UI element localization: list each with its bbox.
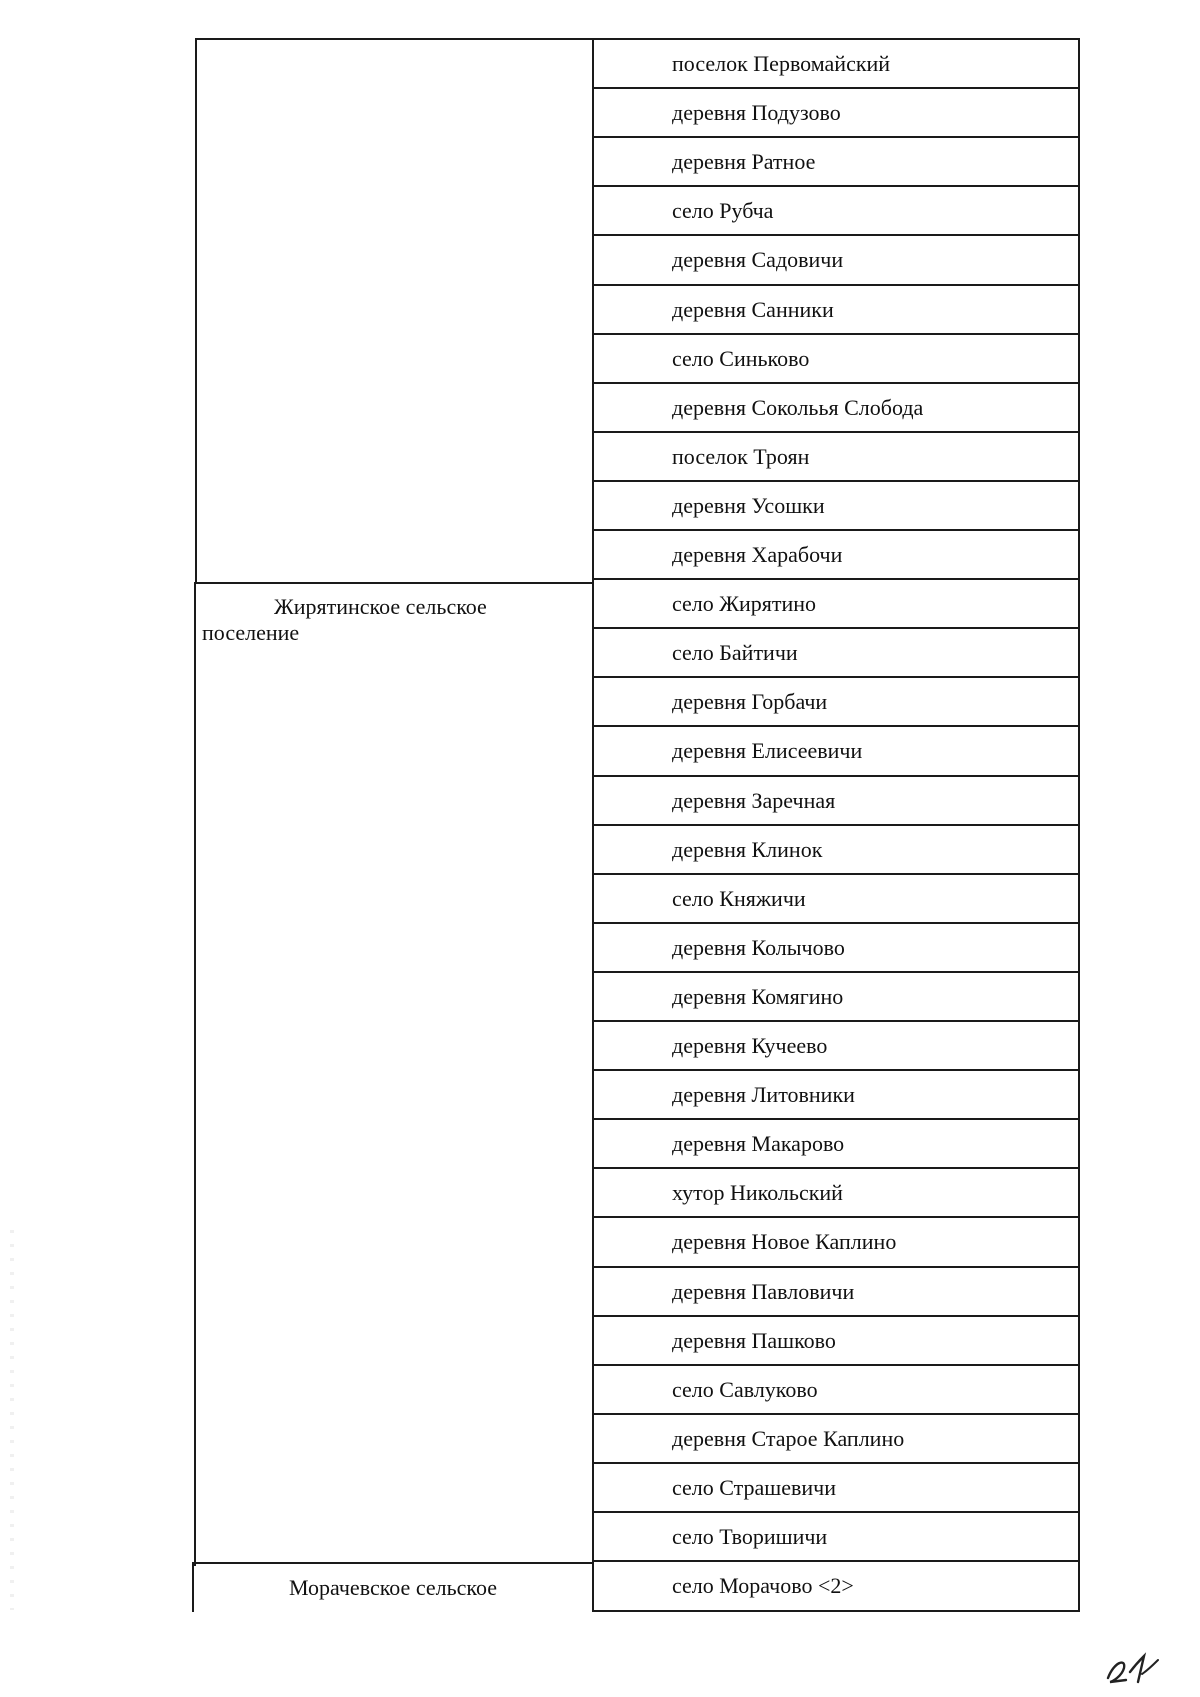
locality-row [594, 333, 1078, 382]
locality-name: деревня Горбачи [672, 689, 828, 715]
locality-row [594, 431, 1078, 480]
settlement-name [197, 40, 595, 50]
locality-row [594, 1118, 1078, 1167]
locality-row [594, 1413, 1078, 1462]
settlement-cell-morachevskoe [192, 1562, 592, 1612]
locality-name: деревня Харабочи [672, 542, 843, 567]
locality-row [594, 185, 1078, 234]
settlement-name: Морачевское сельское [288, 1575, 498, 1600]
locality-name: деревня Усошки [672, 492, 825, 518]
locality-name: деревня Новое Каплино [672, 1229, 897, 1255]
locality-name: деревня Литовники [672, 1082, 855, 1108]
locality-name: деревня Комягино [672, 983, 844, 1009]
locality-row [594, 1020, 1078, 1069]
locality-row [594, 971, 1078, 1020]
locality-name: деревня Макарово [672, 1131, 845, 1157]
locality-row [594, 1216, 1078, 1265]
locality-name: село Жирятино [672, 591, 817, 617]
locality-name: село Савлуково [672, 1376, 818, 1402]
settlement-cell-zhiryatinskoe [194, 582, 594, 1566]
handwritten-page-number [1104, 1652, 1160, 1691]
locality-name: село Страшевичи [672, 1474, 837, 1500]
locality-row [594, 627, 1078, 676]
locality-name: деревня Пашково [672, 1327, 836, 1353]
locality-row [594, 824, 1078, 873]
localities-column [592, 38, 1080, 1612]
locality-row [594, 1364, 1078, 1413]
page-mark-drawing [1104, 1652, 1160, 1686]
locality-name: деревня Сокольья Слобода [672, 394, 924, 420]
locality-name: деревня Павловичи [672, 1278, 855, 1304]
settlement-name: Жирятинское сельское поселение [202, 594, 487, 645]
locality-name: деревня Кучеево [672, 1033, 828, 1058]
locality-name: деревня Ратное [672, 149, 816, 175]
locality-name: село Творишичи [672, 1524, 828, 1549]
locality-row [594, 480, 1078, 529]
locality-name: село Княжичи [672, 885, 806, 911]
settlement-cell-continued [195, 38, 595, 584]
locality-name: деревня Старое Каплино [672, 1425, 905, 1451]
locality-row [594, 578, 1078, 627]
locality-row [594, 382, 1078, 431]
locality-row [594, 1315, 1078, 1364]
locality-name: хутор Никольский [672, 1180, 843, 1206]
locality-row [594, 873, 1078, 922]
locality-row [594, 922, 1078, 971]
locality-row [594, 1511, 1078, 1560]
locality-row [594, 1069, 1078, 1118]
locality-name: деревня Подузово [672, 100, 841, 126]
locality-row [594, 284, 1078, 333]
locality-row [594, 1560, 1078, 1609]
locality-name: деревня Елисеевичи [672, 738, 863, 764]
locality-row [594, 136, 1078, 185]
locality-row [594, 529, 1078, 578]
locality-row [594, 87, 1078, 136]
locality-name: поселок Первомайский [672, 51, 891, 76]
locality-name: деревня Садовичи [672, 247, 844, 273]
scan-margin-noise [10, 1230, 14, 1610]
table-bottom-border [592, 1610, 1080, 1612]
locality-name: деревня Заречная [672, 787, 836, 813]
locality-row [594, 775, 1078, 824]
locality-row [594, 38, 1078, 87]
locality-name: поселок Троян [672, 443, 810, 469]
locality-row [594, 1462, 1078, 1511]
locality-name: село Байтичи [672, 640, 798, 666]
locality-row [594, 234, 1078, 283]
locality-name: деревня Санники [672, 296, 834, 322]
locality-name: село Рубча [672, 198, 774, 224]
locality-row [594, 1167, 1078, 1216]
locality-row [594, 725, 1078, 774]
locality-row [594, 1266, 1078, 1315]
locality-name: деревня Колычово [672, 934, 845, 960]
locality-row [594, 676, 1078, 725]
locality-name: село Морачово <2> [672, 1573, 854, 1599]
locality-name: село Синьково [672, 345, 810, 371]
locality-name: деревня Клинок [672, 836, 823, 862]
